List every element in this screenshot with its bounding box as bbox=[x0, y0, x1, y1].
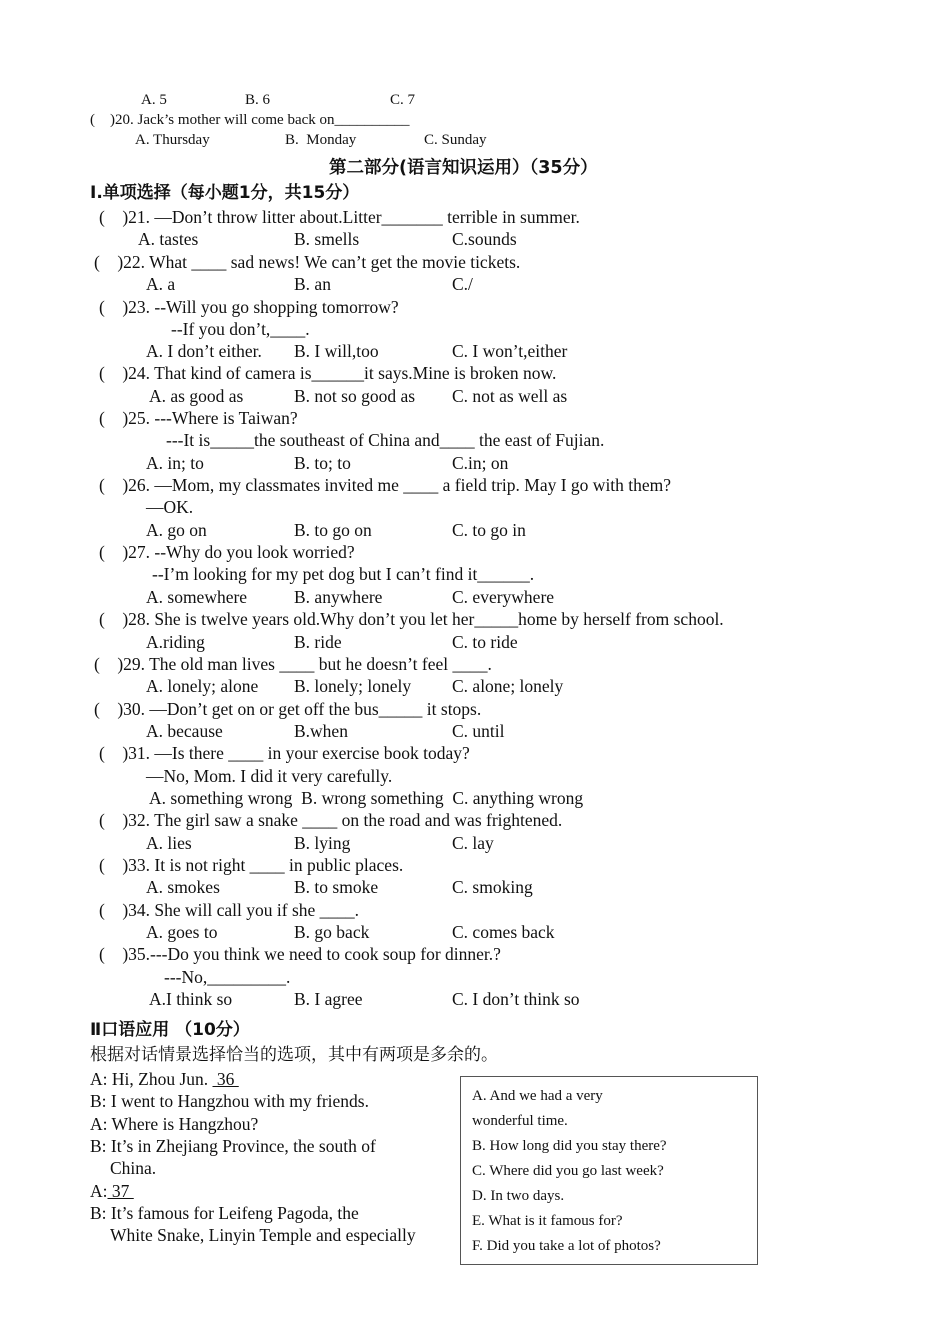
q30-option-a: A. because bbox=[146, 721, 223, 741]
q21-option-b: B. smells bbox=[294, 229, 360, 249]
q22-stem: ( )22. What ____ sad news! We can’t get the movie tickets. bbox=[94, 252, 521, 272]
dialog-line-2: B: I went to Hangzhou with my friends. bbox=[90, 1091, 369, 1111]
q27-option-b: B. anywhere bbox=[294, 587, 383, 607]
dialog-line-1 bbox=[90, 1068, 239, 1090]
q22-option-b: B. an bbox=[294, 274, 331, 294]
option-e: E. What is it famous for? bbox=[472, 1213, 623, 1229]
q35-option-a: A.I think so bbox=[149, 989, 233, 1009]
q33-stem: ( )33. It is not right ____ in public places. bbox=[99, 855, 404, 875]
q33-option-c: C. smoking bbox=[452, 877, 533, 897]
q35-option-b: B. I agree bbox=[294, 989, 363, 1009]
section2-instructions: 根据对话情景选择恰当的选项，其中有两项是多余的。 bbox=[90, 1045, 498, 1065]
dialog-line-4: B: It’s in Zhejiang Province, the south of bbox=[90, 1136, 376, 1156]
q34-option-a: A. goes to bbox=[146, 922, 218, 942]
q29-option-a: A. lonely; alone bbox=[146, 676, 259, 696]
q19-option-a: A. 5 bbox=[141, 92, 167, 108]
q28-option-b: B. ride bbox=[294, 632, 342, 652]
dialog-line-6: B: It’s famous for Leifeng Pagoda, the bbox=[90, 1203, 359, 1223]
q22-option-c: C./ bbox=[452, 274, 473, 294]
q24-option-a: A. as good as bbox=[149, 386, 244, 406]
q32-option-a: A. lies bbox=[146, 833, 192, 853]
q33-option-a: A. smokes bbox=[146, 877, 220, 897]
q26-option-c: C. to go in bbox=[452, 520, 526, 540]
dialog-line-6-cont: White Snake, Linyin Temple and especially bbox=[110, 1225, 416, 1245]
dialog-line-5 bbox=[90, 1180, 134, 1202]
q26-option-a: A. go on bbox=[146, 520, 207, 540]
q30-stem: ( )30. —Don’t get on or get off the bus_____ it stops. bbox=[94, 699, 482, 719]
option-a-cont: wonderful time. bbox=[472, 1113, 568, 1129]
q25-stem: ( )25. ---Where is Taiwan? bbox=[99, 408, 298, 428]
q35-stem: ( )35.---Do you think we need to cook soup for dinner.? bbox=[99, 944, 501, 964]
q24-stem: ( )24. That kind of camera is______it says.Mine is broken now. bbox=[99, 363, 557, 383]
q23-stem: ( )23. --Will you go shopping tomorrow? bbox=[99, 297, 399, 317]
q32-option-c: C. lay bbox=[452, 833, 494, 853]
q32-stem: ( )32. The girl saw a snake ____ on the road and was frightened. bbox=[99, 810, 563, 830]
option-c: C. Where did you go last week? bbox=[472, 1163, 664, 1179]
q25-option-a: A. in; to bbox=[146, 453, 204, 473]
q19-option-b: B. 6 bbox=[245, 92, 271, 108]
q34-option-c: C. comes back bbox=[452, 922, 555, 942]
section2-title: Ⅱ口语应用 （10分） bbox=[90, 1020, 250, 1040]
q20-option-c: C. Sunday bbox=[424, 132, 487, 148]
q35-stem-reply: ---No,_________. bbox=[164, 967, 291, 987]
q34-stem: ( )34. She will call you if she ____. bbox=[99, 900, 360, 920]
q23-stem-reply: --If you don’t,____. bbox=[171, 319, 310, 339]
blank-37: 37 bbox=[107, 1181, 134, 1201]
dialog-line-4-cont: China. bbox=[110, 1158, 157, 1178]
q20-option-b: B. Monday bbox=[285, 132, 357, 148]
q30-option-c: C. until bbox=[452, 721, 505, 741]
q29-stem: ( )29. The old man lives ____ but he doesn’t feel ____. bbox=[94, 654, 492, 674]
q29-option-c: C. alone; lonely bbox=[452, 676, 564, 696]
blank-36: 36 bbox=[212, 1069, 239, 1089]
q25-option-c: C.in; on bbox=[452, 453, 509, 473]
q34-option-b: B. go back bbox=[294, 922, 370, 942]
q23-option-c: C. I won’t,either bbox=[452, 341, 568, 361]
option-f: F. Did you take a lot of photos? bbox=[472, 1238, 661, 1254]
q27-stem: ( )27. --Why do you look worried? bbox=[99, 542, 355, 562]
q24-option-c: C. not as well as bbox=[452, 386, 568, 406]
dialog-text-1: A: Hi, Zhou Jun. bbox=[90, 1069, 213, 1089]
q33-option-b: B. to smoke bbox=[294, 877, 379, 897]
section1-title: Ⅰ.单项选择（每小题1分，共15分） bbox=[90, 183, 360, 203]
q27-stem-reply: --I’m looking for my pet dog but I can’t find it______. bbox=[152, 564, 535, 584]
dialog-text-5: A: bbox=[90, 1181, 108, 1201]
q27-option-c: C. everywhere bbox=[452, 587, 555, 607]
q31-options: A. something wrong B. wrong something C. anything wrong bbox=[149, 788, 584, 808]
option-a: A. And we had a very bbox=[472, 1088, 603, 1104]
q21-option-c: C.sounds bbox=[452, 229, 517, 249]
q23-option-b: B. I will,too bbox=[294, 341, 379, 361]
q30-option-b: B.when bbox=[294, 721, 348, 741]
q26-option-b: B. to go on bbox=[294, 520, 372, 540]
part2-title: 第二部分(语言知识运用）（35分） bbox=[329, 158, 598, 178]
q26-stem: ( )26. —Mom, my classmates invited me ____ a field trip. May I go with them? bbox=[99, 475, 672, 495]
q24-option-b: B. not so good as bbox=[294, 386, 416, 406]
q28-stem: ( )28. She is twelve years old.Why don’t you let her_____home by herself from school. bbox=[99, 609, 724, 629]
q31-stem: ( )31. —Is there ____ in your exercise book today? bbox=[99, 743, 470, 763]
q20-option-a: A. Thursday bbox=[135, 132, 210, 148]
q27-option-a: A. somewhere bbox=[146, 587, 248, 607]
q26-stem-reply: —OK. bbox=[146, 497, 194, 517]
option-b: B. How long did you stay there? bbox=[472, 1138, 667, 1154]
q28-option-a: A.riding bbox=[146, 632, 205, 652]
q23-option-a: A. I don’t either. bbox=[146, 341, 262, 361]
q22-option-a: A. a bbox=[146, 274, 176, 294]
q28-option-c: C. to ride bbox=[452, 632, 518, 652]
q32-option-b: B. lying bbox=[294, 833, 351, 853]
q35-option-c: C. I don’t think so bbox=[452, 989, 580, 1009]
q25-option-b: B. to; to bbox=[294, 453, 351, 473]
q19-option-c: C. 7 bbox=[390, 92, 416, 108]
q25-stem-reply: ---It is_____the southeast of China and____ the east of Fujian. bbox=[166, 430, 605, 450]
q20-stem: ( )20. Jack’s mother will come back on__________ bbox=[90, 112, 410, 128]
q21-option-a: A. tastes bbox=[138, 229, 199, 249]
q29-option-b: B. lonely; lonely bbox=[294, 676, 412, 696]
dialog-line-3: A: Where is Hangzhou? bbox=[90, 1114, 259, 1134]
q31-stem-reply: —No, Mom. I did it very carefully. bbox=[146, 766, 393, 786]
q21-stem: ( )21. —Don’t throw litter about.Litter_______ terrible in summer. bbox=[99, 207, 580, 227]
option-d: D. In two days. bbox=[472, 1188, 565, 1204]
